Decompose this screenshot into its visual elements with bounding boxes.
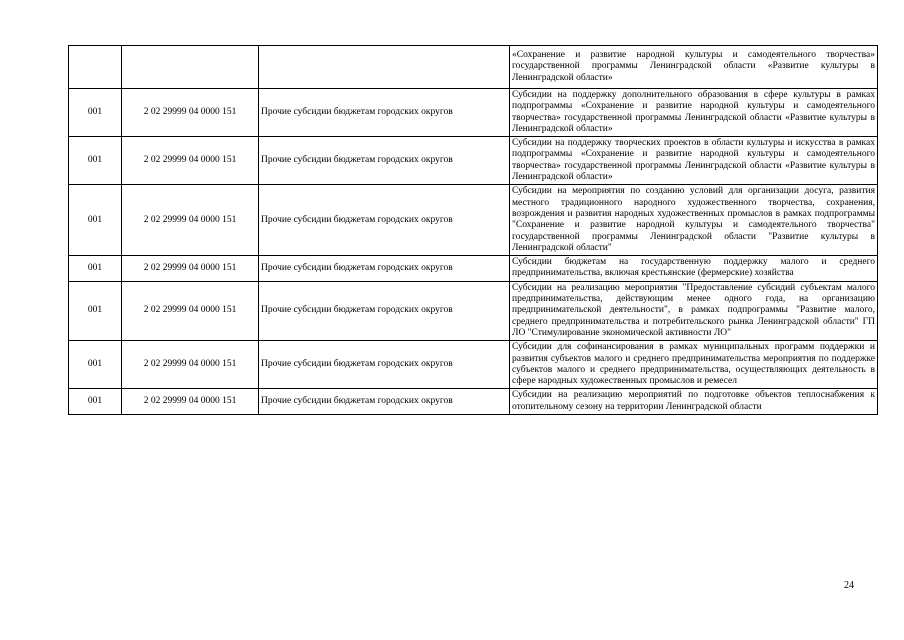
revenue-name-cell: Прочие субсидии бюджетам городских округов <box>259 281 510 340</box>
table-row <box>69 389 878 415</box>
budget-code-cell: 2 02 29999 04 0000 151 <box>122 281 259 340</box>
admin-code-cell: 001 <box>69 185 122 256</box>
table-row <box>69 137 878 185</box>
table-row <box>69 341 878 389</box>
admin-code-cell: 001 <box>69 281 122 340</box>
table-row <box>69 185 878 256</box>
description-cell: Субсидии на поддержку дополнительного образования в сфере культуры в рамках подпрограммы «Сохранение и развитие народной культуры и самодеятельного творчества» государственной программы Ленинградской области «Развитие культуры в Ленинградской области» <box>510 89 878 137</box>
revenue-name-cell: Прочие субсидии бюджетам городских округов <box>259 185 510 256</box>
budget-code-cell <box>122 46 259 89</box>
revenue-name-cell: Прочие субсидии бюджетам городских округов <box>259 137 510 185</box>
admin-code-cell: 001 <box>69 389 122 415</box>
table-row <box>69 281 878 340</box>
budget-code-cell: 2 02 29999 04 0000 151 <box>122 341 259 389</box>
revenue-name-cell: Прочие субсидии бюджетам городских округов <box>259 89 510 137</box>
description-cell: Субсидии на мероприятия по созданию условий для организации досуга, развития местного традиционного народного художественного творчества, сохранения, возрождения и развития народных художественных промыслов в рамках подпрограммы "Сохранение и развитие народной культуры и самодеятельного творчества" государственной программы Ленинградской области "Развитие культуры в Ленинградской области" <box>510 185 878 256</box>
budget-code-cell: 2 02 29999 04 0000 151 <box>122 89 259 137</box>
table-row <box>69 46 878 89</box>
admin-code-cell: 001 <box>69 256 122 282</box>
revenue-name-cell: Прочие субсидии бюджетам городских округов <box>259 389 510 415</box>
revenue-name-cell: Прочие субсидии бюджетам городских округов <box>259 256 510 282</box>
description-cell: Субсидии для софинансирования в рамках муниципальных программ поддержки и развития субъектов малого и среднего предпринимательства мероприятия по поддержке субъектов малого и среднего предпринимательства, осуществляющих деятельность в сфере народных художественных промыслов и ремесел <box>510 341 878 389</box>
description-cell: Субсидии бюджетам на государственную поддержку малого и среднего предпринимательства, включая крестьянские (фермерские) хозяйства <box>510 256 878 282</box>
description-cell: «Сохранение и развитие народной культуры и самодеятельного творчества» государственной программы Ленинградской области «Развитие культуры в Ленинградской области» <box>510 46 878 89</box>
table-row <box>69 89 878 137</box>
admin-code-cell: 001 <box>69 137 122 185</box>
description-cell: Субсидии на поддержку творческих проектов в области культуры и искусства в рамках подпрограммы «Сохранение и развитие народной культуры и самодеятельного творчества» государственной программы Ленинградской области «Развитие культуры в Ленинградской области» <box>510 137 878 185</box>
budget-code-cell: 2 02 29999 04 0000 151 <box>122 137 259 185</box>
budget-code-cell: 2 02 29999 04 0000 151 <box>122 256 259 282</box>
description-cell: Субсидии на реализацию мероприятия "Предоставление субсидий субъектам малого предпринимательства, действующим менее одного года, на организацию предпринимательской деятельности", в рамках подпрограммы "Развитие малого, среднего предпринимательства и потребительского рынка Ленинградской области" ГП ЛО "Стимулирование экономической активности ЛО" <box>510 281 878 340</box>
page-number: 24 <box>844 580 854 591</box>
admin-code-cell <box>69 46 122 89</box>
revenue-name-cell <box>259 46 510 89</box>
description-cell: Субсидии на реализацию мероприятий по подготовке объектов теплоснабжения к отопительному сезону на территории Ленинградской области <box>510 389 878 415</box>
budget-revenue-table <box>68 45 878 415</box>
admin-code-cell: 001 <box>69 89 122 137</box>
revenue-name-cell: Прочие субсидии бюджетам городских округов <box>259 341 510 389</box>
admin-code-cell: 001 <box>69 341 122 389</box>
budget-code-cell: 2 02 29999 04 0000 151 <box>122 185 259 256</box>
table-row <box>69 256 878 282</box>
budget-code-cell: 2 02 29999 04 0000 151 <box>122 389 259 415</box>
